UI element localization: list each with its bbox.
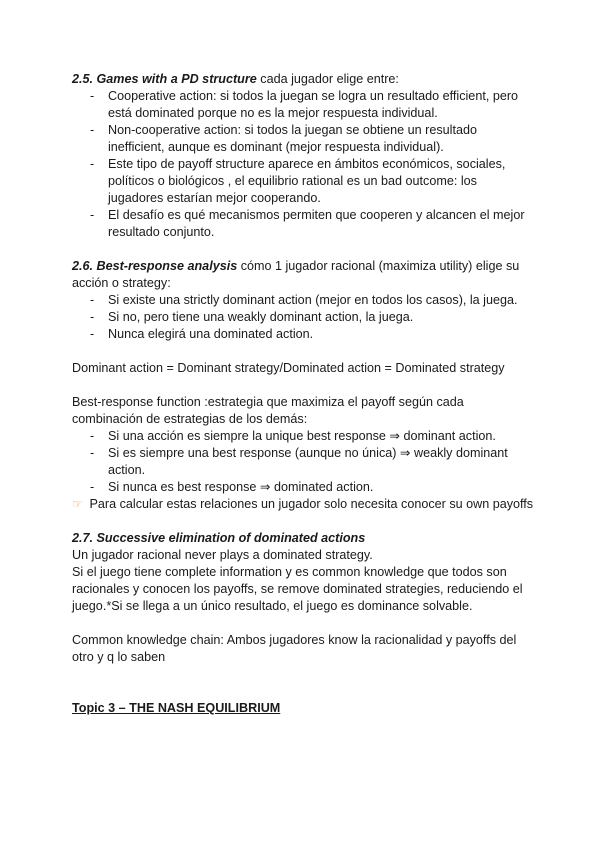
section-2-7-heading: 2.7. Successive elimination of dominated actions [72,531,366,545]
section-2-6-intro: 2.6. Best-response analysis cómo 1 jugador racional (maximiza utility) elige su acción o strategy: [72,259,520,290]
section-2-7-line-2: Si el juego tiene complete information y es common knowledge que todos son racionales y conocen los payoffs, se remove dominated strategies, reduciendo el juego.*Si se llega a un único resultado, el juego es dominance solvable. [72,565,523,613]
best-response-function-intro: Best-response function :estrategia que maximiza el payoff según cada combinación de estrategias de los demás: [72,395,464,426]
section-2-5-list [72,88,534,241]
section-2-6-list [72,292,534,343]
topic-heading: Topic 3 – THE NASH EQUILIBRIUM [72,701,281,715]
section-2-6-heading: 2.6. Best-response analysis [72,259,238,273]
note-line: ☞ Para calcular estas relaciones un jugador solo necesita conocer su own payoffs [72,497,534,511]
list-item: - Cooperative action: si todos la juegan se logra un resultado efficient, pero está dominated porque no es la mejor respuesta individual. [72,88,534,122]
equivalence-line: Dominant action = Dominant strategy/Dominated action = Dominated strategy [72,361,505,375]
common-knowledge-chain: Common knowledge chain: Ambos jugadores know la racionalidad y payoffs del otro y q lo saben [72,633,517,664]
list-item: - Este tipo de payoff structure aparece en ámbitos económicos, sociales, políticos o biológicos , el equilibrio rational es un bad outcome: los jugadores estarían mejor cooperando. [72,156,534,207]
best-response-function-list [72,428,534,496]
list-item: - Non-cooperative action: si todos la juegan se obtiene un resultado inefficient, aunque es dominant (mejor respuesta individual). [72,122,534,156]
list-item: - Si no, pero tiene una weakly dominant action, la juega. [72,309,534,326]
list-item: - Nunca elegirá una dominated action. [72,326,534,343]
list-item: - Si nunca es best response ⇒ dominated action. [72,479,534,496]
list-item: - El desafío es qué mecanismos permiten que cooperen y alcancen el mejor resultado conjunto. [72,207,534,241]
section-2-5-intro: 2.5. Games with a PD structure cada jugador elige entre: [72,72,399,86]
list-item: - Si es siempre una best response (aunque no única) ⇒ weakly dominant action. [72,445,534,479]
document-content [72,71,534,717]
list-item: - Si una acción es siempre la unique best response ⇒ dominant action. [72,428,534,445]
section-2-5-heading: 2.5. Games with a PD structure [72,72,257,86]
pointing-hand-icon: ☞ [72,497,83,511]
section-2-7-line-1: Un jugador racional never plays a dominated strategy. [72,548,373,562]
list-item: - Si existe una strictly dominant action (mejor en todos los casos), la juega. [72,292,534,309]
